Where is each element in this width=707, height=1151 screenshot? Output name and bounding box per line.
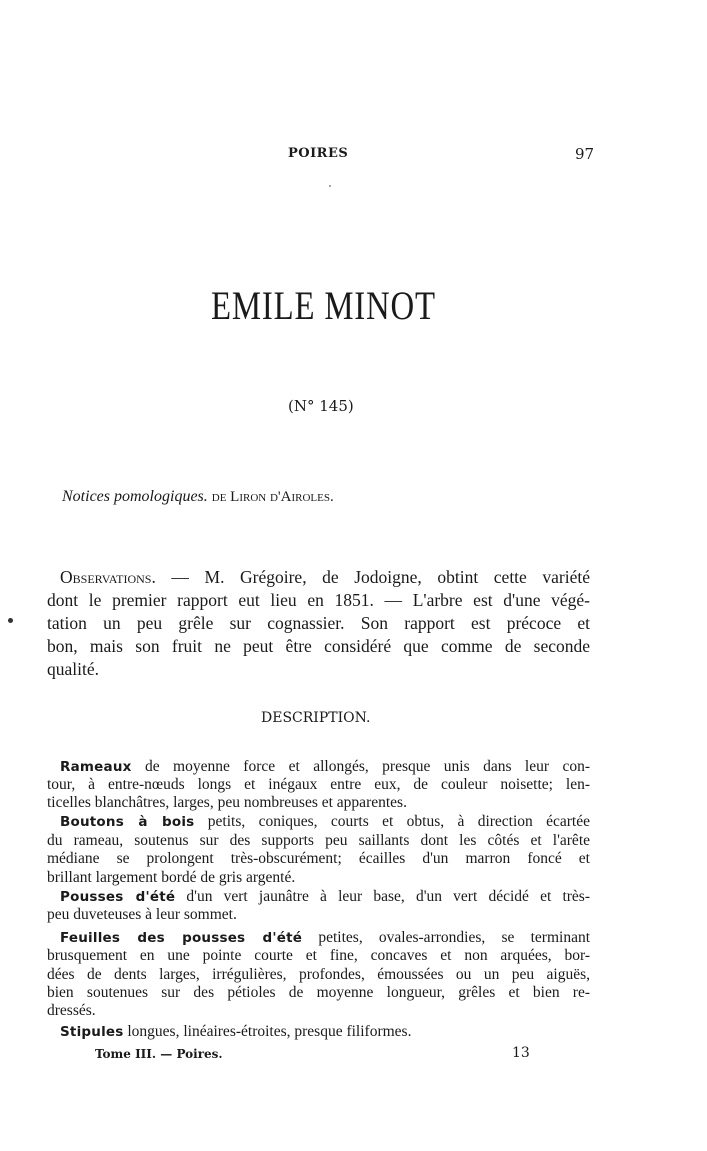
text-line: dressés.: [47, 1002, 96, 1019]
term-stipules: Stipules: [60, 1024, 124, 1040]
page-number: 97: [575, 145, 595, 163]
text-line: dont le premier rapport eut lieu en 1851. — L'arbre est d'une végé-: [47, 590, 590, 610]
text-line: de moyenne force et allongés, presque unis dans leur con-: [131, 758, 590, 775]
text-line: brusquement en une pointe courte et fine, concaves et non arquées, bor-: [47, 947, 590, 964]
term-rameaux: Rameaux: [60, 759, 132, 775]
text-line: bien soutenues sur des pétioles de moyenne longueur, grêles et bien re-: [47, 984, 590, 1001]
page-title: EMILE MINOT: [211, 283, 436, 328]
text-line: petits, coniques, courts et obtus, à direction écartée: [194, 813, 591, 830]
term-pousses: Pousses d'été: [60, 889, 176, 905]
text-line: tation un peu grêle sur cognassier. Son rapport est précoce et: [47, 613, 590, 633]
text-line: — M. Grégoire, de Jodoigne, obtint cette variété: [155, 567, 590, 587]
term-boutons: Boutons à bois: [60, 814, 195, 830]
text-line: du rameau, soutenus sur des supports peu saillants dont les côtés et l'arête: [47, 832, 590, 849]
sheet-number: 13: [512, 1045, 530, 1061]
text-line: peu duveteuses à leur sommet.: [47, 906, 237, 923]
text-line: longues, linéaires-étroites, presque filiformes.: [123, 1023, 412, 1040]
text-line: dées de dents larges, irrégulières, profondes, émoussées ou un peu aiguës,: [47, 966, 590, 983]
variety-number: (N° 145): [288, 397, 354, 415]
text-line: médiane se prolongent très-obscurément; écailles d'un marron foncé et: [47, 850, 590, 867]
running-title: POIRES: [288, 146, 349, 161]
observations-lead: Observations.: [60, 567, 156, 587]
description-heading: DESCRIPTION.: [261, 710, 371, 726]
text-line: ticelles blanchâtres, larges, peu nombreuses et apparentes.: [47, 794, 407, 811]
speck: [8, 618, 13, 623]
source-work: Notices pomologiques.: [62, 488, 208, 505]
text-line: qualité.: [47, 659, 99, 679]
footer-signature: Tome III. — Poires.: [95, 1047, 223, 1061]
text-line: tour, à entre-nœuds longs et inégaux entre eux, de couleur noisette; len-: [47, 776, 590, 793]
text-line: bon, mais son fruit ne peut être considéré que comme de seconde: [47, 636, 590, 656]
source-citation: [62, 488, 334, 506]
speck: [329, 185, 331, 187]
text-line: petites, ovales-arrondies, se terminant: [302, 929, 591, 946]
source-author: de Liron d'Airoles.: [211, 489, 334, 505]
term-feuilles: Feuilles des pousses d'été: [60, 930, 303, 946]
text-line: brillant largement bordé de gris argenté.: [47, 869, 296, 886]
text-line: d'un vert jaunâtre à leur base, d'un vert décidé et très-: [175, 888, 590, 905]
